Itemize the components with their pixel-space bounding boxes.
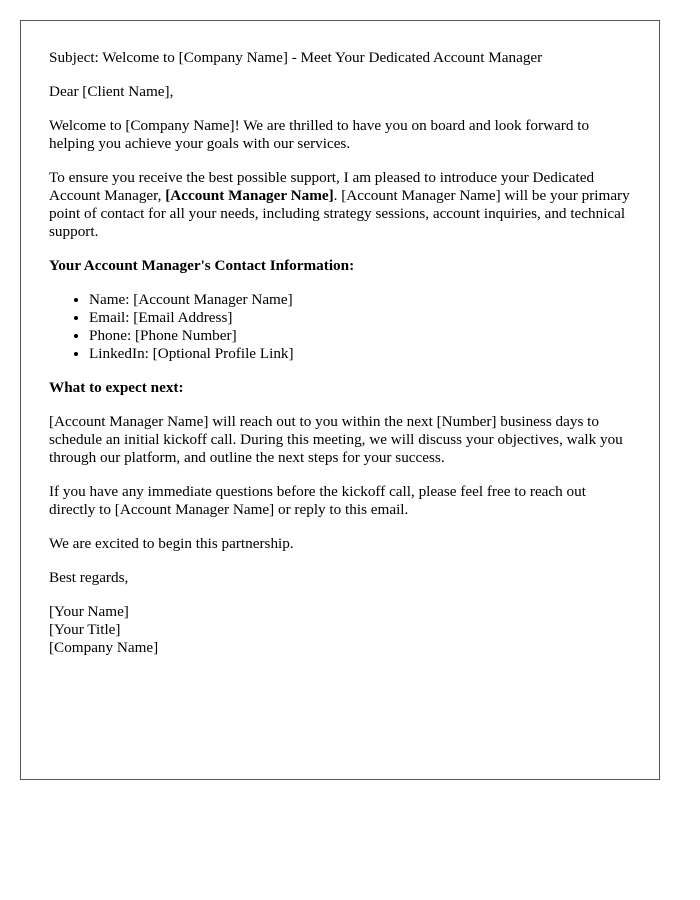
account-manager-name-bold: [Account Manager Name] bbox=[165, 187, 334, 204]
contact-item-phone: • Phone: [Phone Number] bbox=[89, 327, 631, 345]
signature-company: [Company Name] bbox=[49, 639, 159, 656]
intro-paragraph: Welcome to [Company Name]! We are thrilled to have you on board and look forward to helping you achieve your goals with our services. bbox=[49, 117, 590, 152]
contact-list bbox=[49, 291, 631, 363]
next-steps-paragraph: [Account Manager Name] will reach out to you within the next [Number] business days to schedule an initial kickoff call. During this meeting, we will discuss your objectives, walk you through our platform, and outline the next steps for your success. bbox=[49, 413, 623, 466]
contact-item-email: • Email: [Email Address] bbox=[89, 309, 631, 327]
next-steps-heading: What to expect next: bbox=[49, 379, 184, 396]
closing-line: We are excited to begin this partnership. bbox=[49, 535, 294, 552]
signature-name: [Your Name] bbox=[49, 603, 129, 620]
contact-item-name: • Name: [Account Manager Name] bbox=[89, 291, 631, 309]
signature-block bbox=[49, 603, 631, 657]
sign-off: Best regards, bbox=[49, 569, 129, 586]
signature-title: [Your Title] bbox=[49, 621, 121, 638]
letter-container bbox=[20, 20, 660, 780]
support-text-after: . [Account Manager Name] will be your primary point of contact for all your needs, including strategy sessions, account inquiries, and technical support. bbox=[49, 187, 630, 240]
salutation: Dear [Client Name], bbox=[49, 83, 174, 100]
support-text-before: To ensure you receive the best possible support, I am pleased to introduce your Dedicated Account Manager, bbox=[49, 169, 595, 204]
subject-line: Subject: Welcome to [Company Name] - Meet Your Dedicated Account Manager bbox=[49, 49, 543, 66]
contact-heading: Your Account Manager's Contact Information: bbox=[49, 257, 355, 274]
support-paragraph bbox=[49, 169, 631, 241]
contact-item-linkedin: • LinkedIn: [Optional Profile Link] bbox=[89, 345, 631, 363]
questions-paragraph: If you have any immediate questions before the kickoff call, please feel free to reach out directly to [Account Manager Name] or reply to this email. bbox=[49, 483, 586, 518]
